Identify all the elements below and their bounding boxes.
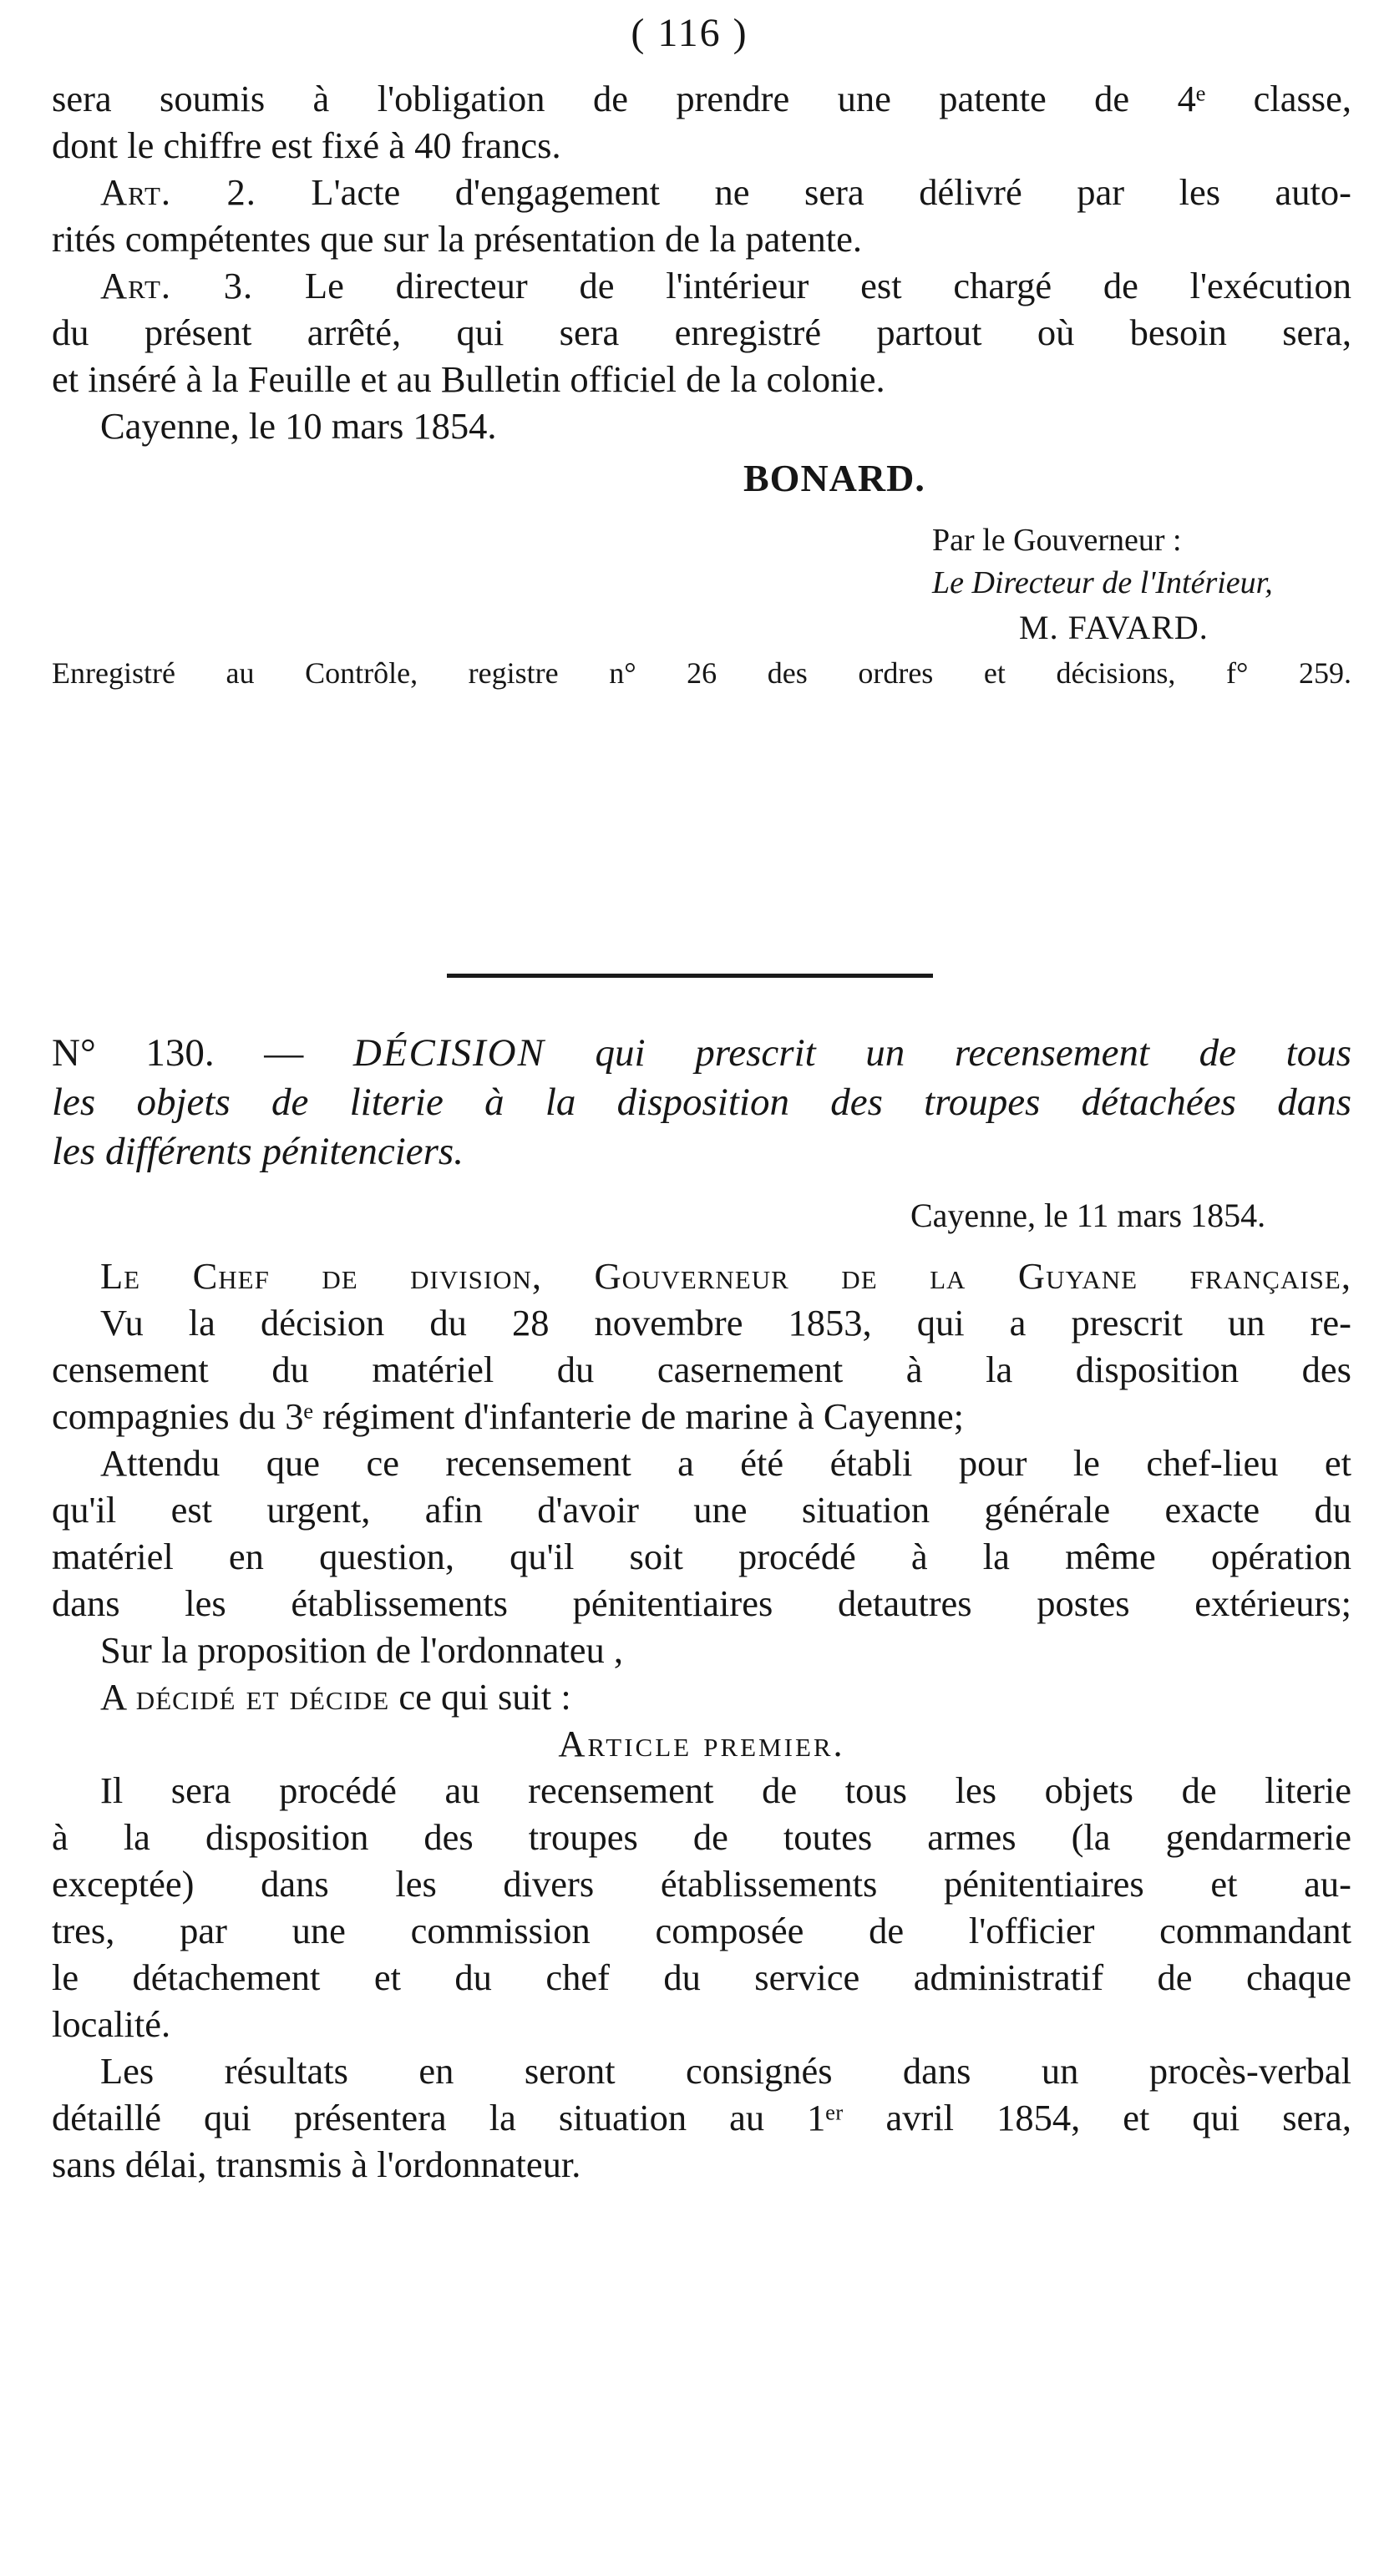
text-line: Les résultats en seront consignés dans un procès-verbal <box>100 2050 1351 2092</box>
decides-line <box>52 1673 1351 1720</box>
article-2-label: Art. 2. <box>100 171 256 213</box>
text-line: Le Chef de division, Gouverneur de la Guyane française, <box>100 1255 1351 1297</box>
text-line: localité. <box>52 2003 171 2045</box>
text-line: sans délai, transmis à l'ordonnateur. <box>52 2143 581 2185</box>
text-line: et inséré à la Feuille et au Bulletin officiel de la colonie. <box>52 358 885 400</box>
top-section <box>52 75 1351 449</box>
text-line: du présent arrêté, qui sera enregistré partout où besoin sera, <box>52 311 1351 353</box>
text-line: Sur la proposition de l'ordonnateu , <box>100 1629 623 1671</box>
decision-number: N° 130. — <box>52 1031 353 1075</box>
title-line: les objets de literie à la disposition des troupes détachées dans <box>52 1081 1351 1124</box>
text-line: dans les établissements pénitentiaires detautres postes extérieurs; <box>52 1582 1351 1624</box>
decides-label: A décidé et décide <box>100 1676 390 1718</box>
text-line: sera soumis à l'obligation de prendre une patente de 4ᵉ classe, <box>52 78 1351 119</box>
article-3-line <box>52 262 1351 309</box>
text-line: Attendu que ce recensement a été établi pour le chef-lieu et <box>100 1442 1351 1484</box>
article-2-text: L'acte d'engagement ne sera délivré par les auto- <box>256 171 1351 213</box>
article-3-label: Art. 3. <box>100 265 254 306</box>
director-name: M. FAVARD. <box>1019 609 1209 646</box>
text-line: détaillé qui présentera la situation au 1ᵉʳ avril 1854, et qui sera, <box>52 2097 1351 2138</box>
article-2-line <box>52 169 1351 215</box>
text-line: Vu la décision du 28 novembre 1853, qui a prescrit un re- <box>100 1302 1351 1344</box>
place-date: Cayenne, le 10 mars 1854. <box>100 405 497 447</box>
text-line: rités compétentes que sur la présentation de la patente. <box>52 218 862 260</box>
par-le-gouverneur: Par le Gouverneur : <box>932 523 1182 558</box>
text-line: le détachement et du chef du service administratif de chaque <box>52 1956 1351 1998</box>
signatory-name: BONARD. <box>743 457 925 499</box>
title-line <box>52 1029 1351 1078</box>
text-line: à la disposition des troupes de toutes armes (la gendarmerie <box>52 1816 1351 1858</box>
text-line: qu'il est urgent, afin d'avoir une situation générale exacte du <box>52 1489 1351 1531</box>
decision-title <box>52 1029 1351 1177</box>
page-number: ( 116 ) <box>631 11 748 55</box>
decides-text: ce qui suit : <box>389 1676 571 1718</box>
separator-rule <box>447 974 933 978</box>
text-line: matériel en question, qu'il soit procédé à la même opération <box>52 1536 1351 1577</box>
article-3-text: Le directeur de l'intérieur est chargé de l'exécution <box>253 265 1351 306</box>
text-line: compagnies du 3ᵉ régiment d'infanterie de marine à Cayenne; <box>52 1395 964 1437</box>
decision-date: Cayenne, le 11 mars 1854. <box>910 1197 1266 1234</box>
title-text: qui prescrit un recensement de tous <box>545 1031 1351 1075</box>
text-line: censement du matériel du casernement à la disposition des <box>52 1349 1351 1390</box>
decision-body <box>52 1253 1351 2188</box>
text-line: dont le chiffre est fixé à 40 francs. <box>52 124 561 166</box>
registration-note: Enregistré au Contrôle, registre n° 26 des ordres et décisions, f° 259. <box>52 656 1351 690</box>
article-heading: Article premier. <box>558 1723 845 1764</box>
text-line: tres, par une commission composée de l'officier commandant <box>52 1910 1351 1951</box>
title-line: les différents pénitenciers. <box>52 1130 464 1173</box>
director-role: Le Directeur de l'Intérieur, <box>932 565 1273 600</box>
text-line: exceptée) dans les divers établissements pénitentiaires et au- <box>52 1863 1351 1905</box>
decision-kind: DÉCISION <box>352 1031 545 1075</box>
text-line: Il sera procédé au recensement de tous les objets de literie <box>100 1769 1351 1811</box>
